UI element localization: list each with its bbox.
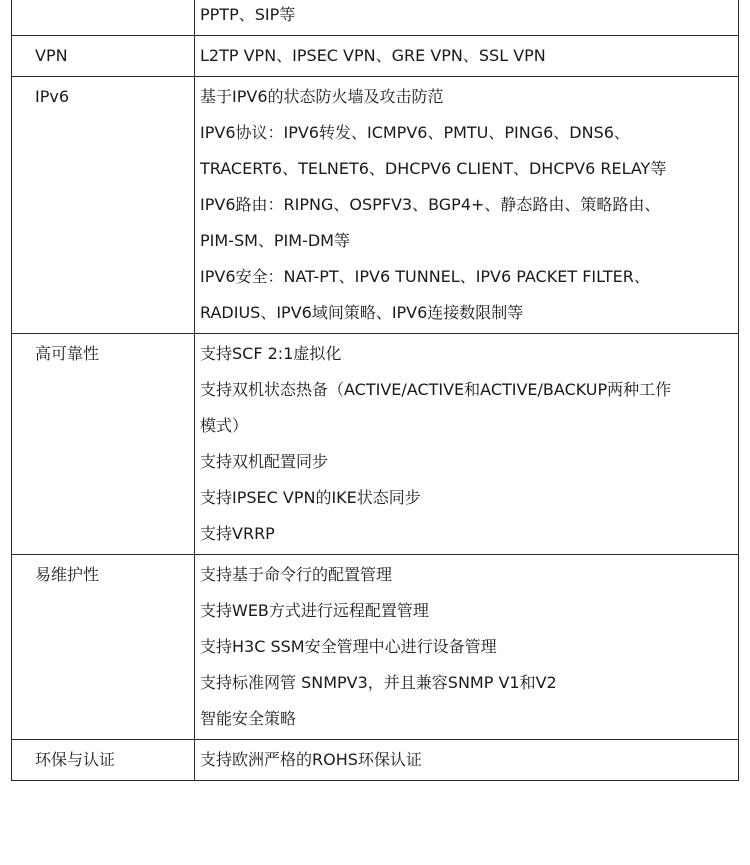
description-line: PPTP、SIP等 (200, 5, 296, 24)
description-line: 支持WEB方式进行远程配置管理 (200, 601, 429, 620)
description-line: 支持标准网管 SNMPV3，并且兼容SNMP V1和V2 (200, 673, 557, 692)
description-line: 模式） (200, 416, 249, 435)
description-line: L2TP VPN、IPSEC VPN、GRE VPN、SSL VPN (200, 46, 546, 65)
description-line: 支持双机配置同步 (200, 452, 329, 471)
row-description (195, 334, 739, 555)
row-label: 环保与认证 (12, 740, 195, 781)
description-line: 支持H3C SSM安全管理中心进行设备管理 (200, 637, 497, 656)
description-line: IPV6安全：NAT-PT、IPV6 TUNNEL、IPV6 PACKET FILTER、 (200, 267, 650, 286)
row-description (195, 740, 739, 781)
row-label: 高可靠性 (12, 334, 195, 555)
row-description (195, 0, 739, 36)
description-line: 支持基于命令行的配置管理 (200, 565, 393, 584)
description-line: 支持SCF 2:1虚拟化 (200, 344, 342, 363)
row-label: 易维护性 (12, 555, 195, 740)
table-row (12, 555, 739, 740)
row-description (195, 77, 739, 334)
table-row (12, 36, 739, 77)
description-line: RADIUS、IPV6域间策略、IPV6连接数限制等 (200, 303, 524, 322)
row-description (195, 36, 739, 77)
description-line: 基于IPV6的状态防火墙及攻击防范 (200, 87, 444, 106)
description-line: 支持双机状态热备（ACTIVE/ACTIVE和ACTIVE/BACKUP两种工作 (200, 380, 672, 399)
table-row (12, 77, 739, 334)
row-label (12, 0, 195, 36)
description-line: 支持VRRP (200, 524, 275, 543)
row-label: VPN (12, 36, 195, 77)
description-line: PIM-SM、PIM-DM等 (200, 231, 350, 250)
description-line: TRACERT6、TELNET6、DHCPV6 CLIENT、DHCPV6 RELAY等 (200, 159, 667, 178)
description-line: 支持欧洲严格的ROHS环保认证 (200, 750, 422, 769)
table-row (12, 334, 739, 555)
spec-table (11, 0, 739, 781)
row-label: IPv6 (12, 77, 195, 334)
description-line: IPV6路由：RIPNG、OSPFV3、BGP4+、静态路由、策略路由、 (200, 195, 661, 214)
description-line: 支持IPSEC VPN的IKE状态同步 (200, 488, 421, 507)
description-line: IPV6协议：IPV6转发、ICMPV6、PMTU、PING6、DNS6、 (200, 123, 630, 142)
table-row (12, 0, 739, 36)
table-row (12, 740, 739, 781)
description-line: 智能安全策略 (200, 709, 297, 728)
row-description (195, 555, 739, 740)
